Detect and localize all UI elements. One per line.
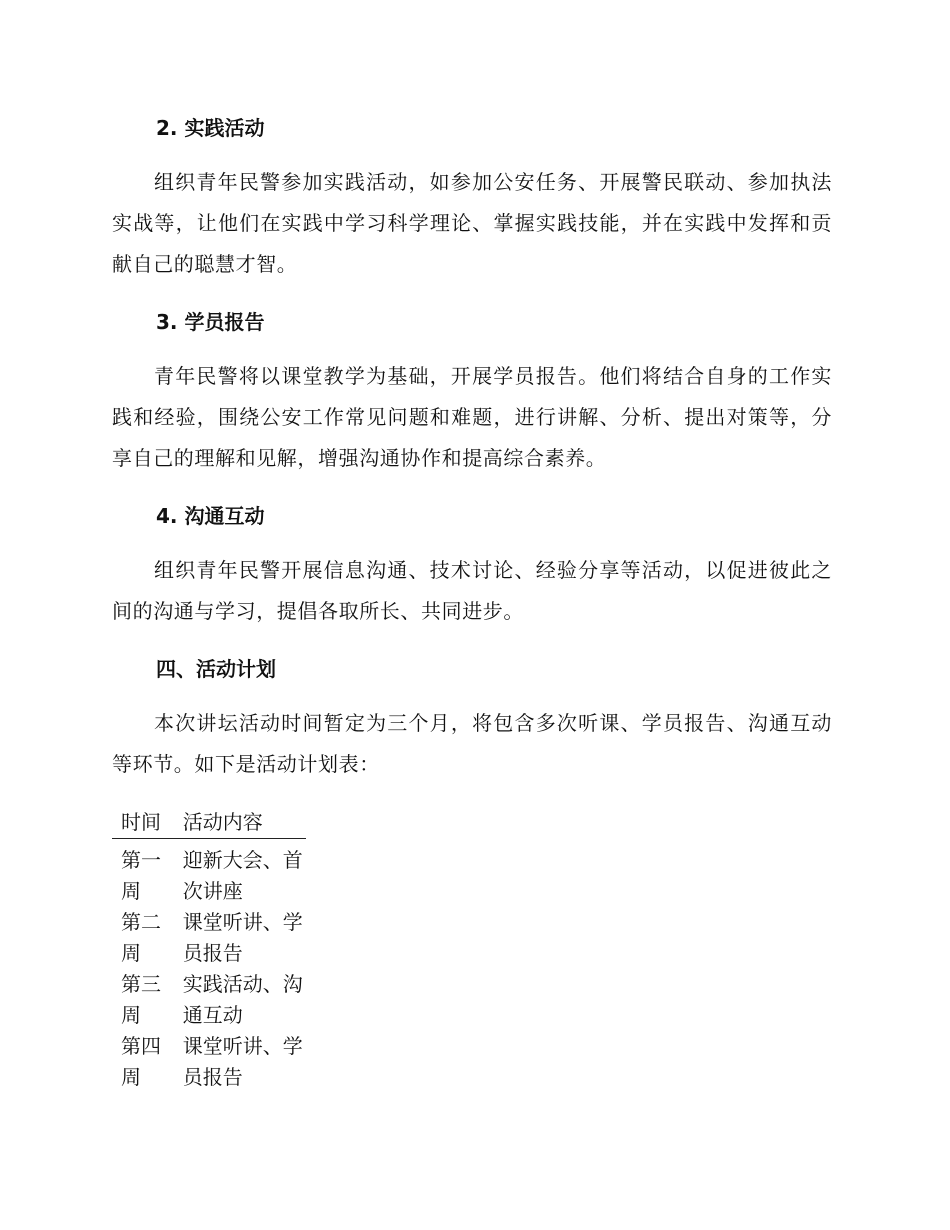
- section-paragraph-practice: 组织青年民警参加实践活动，如参加公安任务、开展警民联动、参加执法实战等，让他们在实践中学习科学理论、掌握实践技能，并在实践中发挥和贡献自己的聪慧才智。: [112, 170, 832, 276]
- cell-activity: 课堂听讲、学员报告: [182, 1034, 303, 1089]
- header-activity-content: 活动内容: [174, 806, 306, 839]
- section-heading-trainee-report: 3. 学员报告: [156, 310, 265, 334]
- section-heading-communication: 4. 沟通互动: [156, 504, 265, 528]
- cell-activity: 迎新大会、首次讲座: [182, 848, 303, 903]
- section-heading-activity-plan: 四、活动计划: [156, 657, 276, 681]
- cell-time: 第一周: [121, 848, 161, 903]
- table-row: [112, 969, 306, 1031]
- table-header-row: [112, 806, 306, 839]
- section-heading-practice: 2. 实践活动: [156, 116, 265, 140]
- section-paragraph-activity-plan: 本次讲坛活动时间暂定为三个月，将包含多次听课、学员报告、沟通互动等环节。如下是活动计划表：: [112, 711, 832, 776]
- activity-schedule-table: [112, 806, 306, 1093]
- table-row: [112, 907, 306, 969]
- table-row: [112, 1031, 306, 1093]
- section-paragraph-trainee-report: 青年民警将以课堂教学为基础，开展学员报告。他们将结合自身的工作实践和经验，围绕公安工作常见问题和难题，进行讲解、分析、提出对策等，分享自己的理解和见解，增强沟通协作和提高综合素养。: [112, 364, 832, 470]
- cell-time: 第二周: [121, 910, 161, 965]
- header-time: 时间: [112, 806, 174, 839]
- section-paragraph-communication: 组织青年民警开展信息沟通、技术讨论、经验分享等活动，以促进彼此之间的沟通与学习，提倡各取所长、共同进步。: [112, 558, 832, 623]
- table-row: [112, 839, 306, 908]
- cell-time: 第四周: [121, 1034, 161, 1089]
- cell-activity: 实践活动、沟通互动: [182, 972, 303, 1027]
- cell-time: 第三周: [121, 972, 161, 1027]
- cell-activity: 课堂听讲、学员报告: [182, 910, 303, 965]
